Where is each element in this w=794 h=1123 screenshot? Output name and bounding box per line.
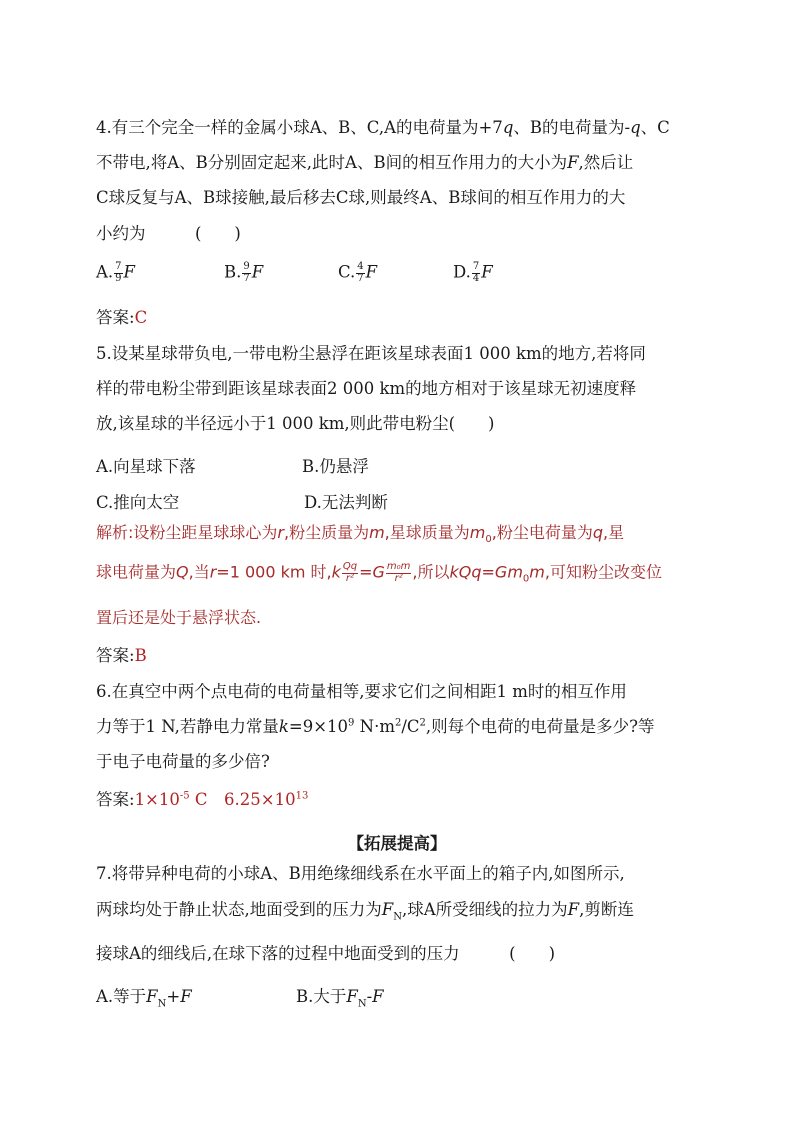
q7-line-2: 两球均处于静止状态,地面受到的压力为$F_N$,球A所受细线的拉力为F,剪断连 (96, 900, 634, 923)
q5-explanation-2: 球电荷量为Q,当r=1 000 km 时,k $\frac{Qq}{\text{r²}}$ =G $\frac{\text{m₀m}}{\text{r²}}$ ,所以$kQq=Gm_0m$,可知粉尘改变位 (96, 561, 662, 585)
q4-option-c: C. $\frac{4}{7}$ F (338, 261, 378, 284)
q4-line-2: 不带电,将A、B分别固定起来,此时A、B间的相互作用力的大小为F,然后让 (96, 153, 634, 172)
q6-line-3: 于电子电荷量的多少倍? (96, 752, 270, 771)
q4-line-4: 小约为 ( ) (96, 224, 241, 243)
q4-line-3: C球反复与A、B球接触,最后移去C球,则最终A、B球间的相互作用力的大 (96, 188, 626, 207)
q4-line-1: 4.有三个完全一样的金属小球A、B、C,A的电荷量为+7q、B的电荷量为-q、C (96, 118, 670, 137)
q6-answer-value: $1\times 10^{-5}$ C $6.25\times 10^{13}$ (134, 790, 309, 809)
q5-option-c: C.推向太空 (96, 493, 180, 512)
q5-explanation-1: 解析:设粉尘距星球球心为r,粉尘质量为m,星球质量为$m_0$,粉尘电荷量为q,星 (96, 523, 625, 546)
section-title: 【拓展提高】 (347, 834, 447, 853)
q5-answer: 答案:B (96, 646, 147, 665)
q5-option-b: B.仍悬浮 (302, 457, 369, 476)
q4-answer: 答案:C (96, 308, 148, 327)
q4-option-b: B. $\frac{9}{7}$ F (224, 261, 264, 284)
q4-option-d: D. $\frac{7}{4}$ F (453, 261, 493, 284)
q5-option-d: D.无法判断 (304, 493, 388, 512)
q7-option-a: A.等于$F_N+F$ (96, 987, 192, 1010)
q5-option-a: A.向星球下落 (96, 457, 196, 476)
q7-option-b: B.大于$F_N-F$ (296, 987, 384, 1010)
q7-line-3: 接球A的细线后,在球下落的过程中地面受到的压力 ( ) (96, 944, 556, 963)
q6-line-1: 6.在真空中两个点电荷的电荷量相等,要求它们之间相距1 m时的相互作用 (96, 682, 627, 701)
q5-explanation-3: 置后还是处于悬浮状态. (96, 608, 262, 627)
q5-line-3: 放,该星球的半径远小于1 000 km,则此带电粉尘( ) (96, 414, 495, 433)
q6-answer: 答案$:1\times 10^{-5}$ C $6.25\times 10^{13}$ (96, 790, 309, 809)
q6-line-2: 力等于1 N,若静电力常量$k=9\times 10^9$ $N\cdot m^2/C^2$,则每个电荷的电荷量是多少?等 (96, 717, 655, 736)
q5-line-2: 样的带电粉尘带到距该星球表面2 000 km的地方相对于该星球无初速度释 (96, 379, 637, 398)
q5-line-1: 5.设某星球带负电,一带电粉尘悬浮在距该星球表面1 000 km的地方,若将同 (96, 344, 646, 363)
q7-line-1: 7.将带异种电荷的小球A、B用绝缘细线系在水平面上的箱子内,如图所示, (96, 864, 625, 883)
q4-option-a: A. $\frac{7}{9}$ F (96, 261, 135, 284)
